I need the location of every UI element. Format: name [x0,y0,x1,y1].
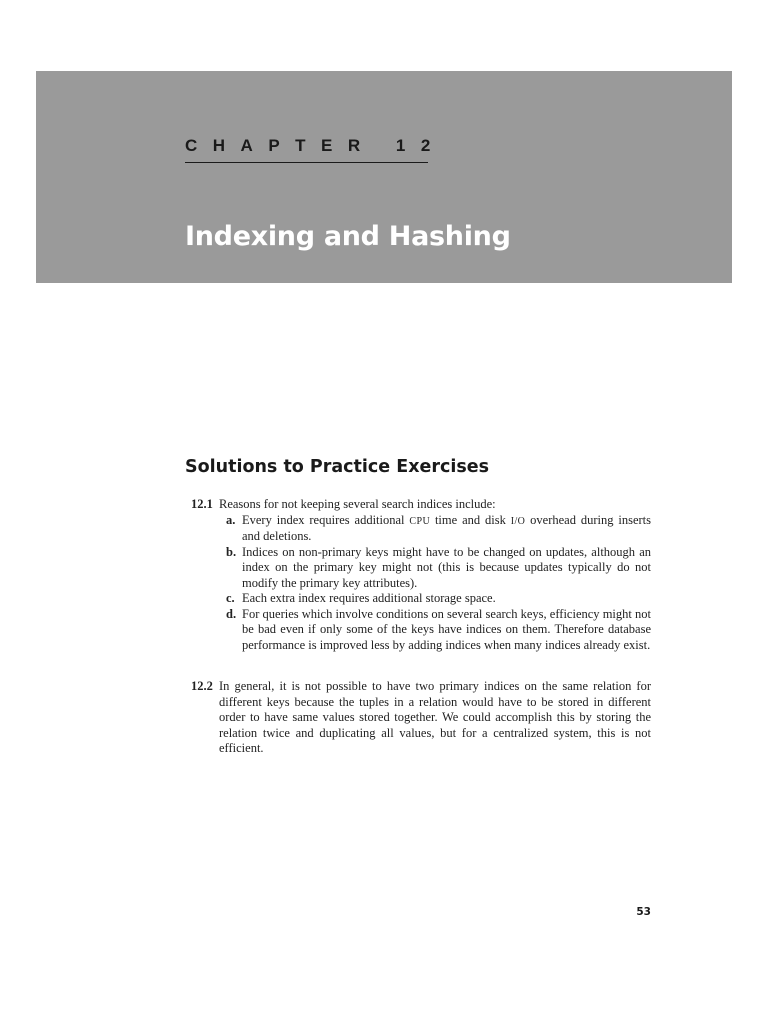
item-text-part: time and disk [430,512,511,527]
item-text-part: Every index requires additional [242,512,410,527]
io-abbr: I/O [510,515,526,527]
list-item [219,545,651,592]
item-text: Indices on non-primary keys might have to be changed on updates, although an index on the primary key might not (this is because updates typically do not modify the primary key attributes). [242,544,651,590]
chapter-rule [185,162,428,163]
exercise-12-2 [185,679,651,757]
list-item [219,591,651,607]
item-letter: a. [226,512,236,527]
item-letter: b. [226,544,237,559]
item-letter: d. [226,606,237,621]
chapter-label: CHAPTER 12 [185,136,446,155]
chapter-banner [36,71,732,283]
exercise-intro: Reasons for not keeping several search indices include: [219,497,496,511]
exercise-number: 12.1 [191,497,213,511]
cpu-abbr: CPU [409,515,431,527]
item-text: For queries which involve conditions on several search keys, efficiency might not be bad even if only some of the keys have indices on them. Therefore database performance is improved less by adding indices when many indices already exist. [242,606,651,652]
chapter-title: Indexing and Hashing [185,221,511,252]
exercise-body: In general, it is not possible to have two primary indices on the same relation for different keys because the tuples in a relation would have to be stored in different order to have same values stored together. We could accomplish this by storing the relation twice and duplicating all values, but for a centralized system, this is not efficient. [219,679,651,755]
item-text-part: overhead during inserts and deletions. [242,512,652,543]
page-number: 53 [636,906,651,918]
exercise-list [219,513,651,654]
section-heading: Solutions to Practice Exercises [185,457,490,477]
list-item [219,607,651,654]
item-letter: c. [226,591,235,605]
exercise-12-1 [185,497,651,653]
item-text [242,513,651,544]
item-text: Each extra index requires additional storage space. [242,591,496,605]
list-item [219,513,651,545]
exercise-body [219,497,651,653]
exercise-number: 12.2 [191,679,213,693]
